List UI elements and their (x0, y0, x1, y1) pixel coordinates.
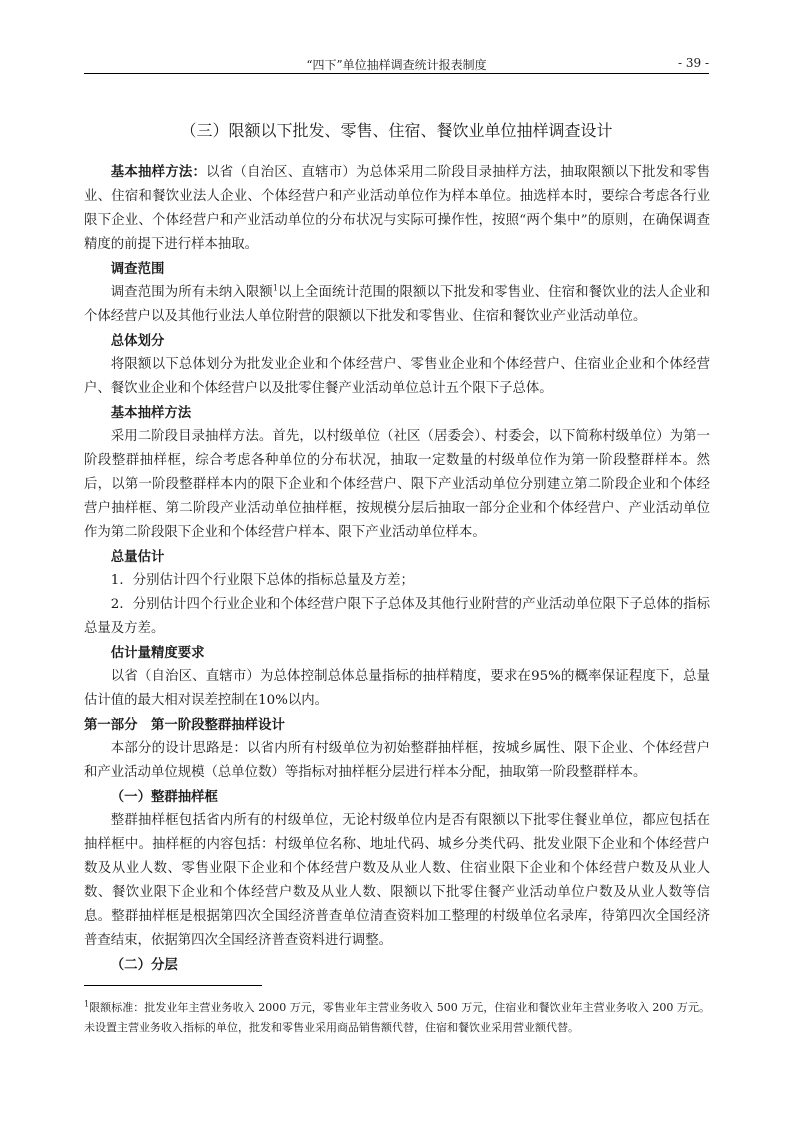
page-number: - 39 - (677, 56, 709, 70)
precision-paragraph: 以省（自治区、直辖市）为总体控制总体总量指标的抽样精度，要求在95%的概率保证程度下，总量估计值的最大相对误差控制在10%以内。 (84, 669, 710, 708)
intro-lead: 基本抽样方法： (110, 164, 207, 180)
header-title: “四下”单位抽样调查统计报表制度 (306, 58, 487, 72)
frame-heading: （一）整群抽样框 (110, 789, 218, 805)
scope-heading: 调查范围 (110, 261, 165, 277)
part1-paragraph: 本部分的设计思路是：以省内所有村级单位为初始整群抽样框，按城乡属性、限下企业、个体经营户和产业活动单位规模（总单位数）等指标对抽样框分层进行样本分配，抽取第一阶段整群样本。 (84, 741, 710, 780)
footnote-mark: 1 (84, 999, 90, 1009)
estimation-heading: 总量估计 (110, 549, 165, 565)
footnote (84, 998, 710, 1038)
method-heading: 基本抽样方法 (110, 405, 192, 421)
page-header (84, 54, 709, 74)
scope-text-after: 以上全面统计范围的限额以下批发和零售业、住宿和餐饮业的法人企业和个体经营户以及其他行业法人单位附营的限额以下批发和零售业、住宿和餐饮业产业活动单位。 (84, 285, 710, 324)
estimation-item-1: 1．分别估计四个行业限下总体的指标总量及方差； (110, 573, 414, 588)
header-divider (84, 73, 709, 74)
body-text (84, 160, 710, 977)
scope-paragraph (84, 281, 710, 329)
frame-paragraph: 整群抽样框包括省内所有的村级单位，无论村级单位内是否有限额以下批零住餐业单位，都应包括在抽样框中。抽样框的内容包括：村级单位名称、地址代码、城乡分类代码、批发业限下企业和个体经营户数及从业人数、零售业限下企业和个体经营户数及从业人数、住宿业限下企业和个体经营户数及从业人数、餐饮业限下企业和个体经营户数及从业人数、限额以下批零住餐产业活动单位户数及从业人数等信息。整群抽样框是根据第四次全国经济普查单位清查资料加工整理的村级单位名录库，待第四次全国经济普查结束，依据第四次全国经济普查资料进行调整。 (84, 813, 710, 948)
intro-text: 以省（自治区、直辖市）为总体采用二阶段目录抽样方法，抽取限额以下批发和零售业、住宿和餐饮业法人企业、个体经营户和产业活动单位作为样本单位。抽选样本时，要综合考虑各行业限下企业、个体经营户和产业活动单位的分布状况与实际可操作性，按照“两个集中”的原则，在确保调查精度的前提下进行样本抽取。 (84, 165, 711, 252)
division-heading: 总体划分 (110, 333, 165, 349)
intro-paragraph (84, 160, 710, 257)
footnote-divider (84, 985, 262, 986)
part1-title: 第一部分 第一阶段整群抽样设计 (84, 717, 285, 733)
method-paragraph: 采用二阶段目录抽样方法。首先，以村级单位（社区（居委会）、村委会，以下简称村级单位）为第一阶段整群抽样框，综合考虑各种单位的分布状况，抽取一定数量的村级单位作为第一阶段整群样本。然后，以第一阶段整群样本内的限下企业和个体经营户、限下产业活动单位分别建立第二阶段企业和个体经营户抽样框、第二阶段产业活动单位抽样框，按规模分层后抽取一部分企业和个体经营户、产业活动单位作为第二阶段限下企业和个体经营户样本、限下产业活动单位样本。 (84, 429, 710, 540)
stratify-heading: （二）分层 (110, 957, 178, 973)
division-paragraph: 将限额以下总体划分为批发业企业和个体经营户、零售业企业和个体经营户、住宿业企业和个体经营户、餐饮业企业和个体经营户以及批零住餐产业活动单位总计五个限下子总体。 (84, 357, 710, 396)
footnote-ref[interactable]: 1 (272, 283, 278, 293)
scope-text-before: 调查范围为所有未纳入限额 (110, 285, 273, 300)
footnote-text: 限额标准：批发业年主营业务收入 2000 万元，零售业年主营业务收入 500 万元，住宿业和餐饮业年主营业务收入 200 万元。未设置主营业务收入指标的单位，批发和零售业采用商品销售额代替，住宿和餐饮业采用营业额代替。 (84, 1001, 710, 1034)
section-title: （三）限额以下批发、零售、住宿、餐饮业单位抽样调查设计 (180, 121, 613, 140)
precision-heading: 估计量精度要求 (110, 645, 205, 661)
estimation-item-2: 2．分别估计四个行业企业和个体经营户限下子总体及其他行业附营的产业活动单位限下子总体的指标总量及方差。 (84, 597, 710, 636)
